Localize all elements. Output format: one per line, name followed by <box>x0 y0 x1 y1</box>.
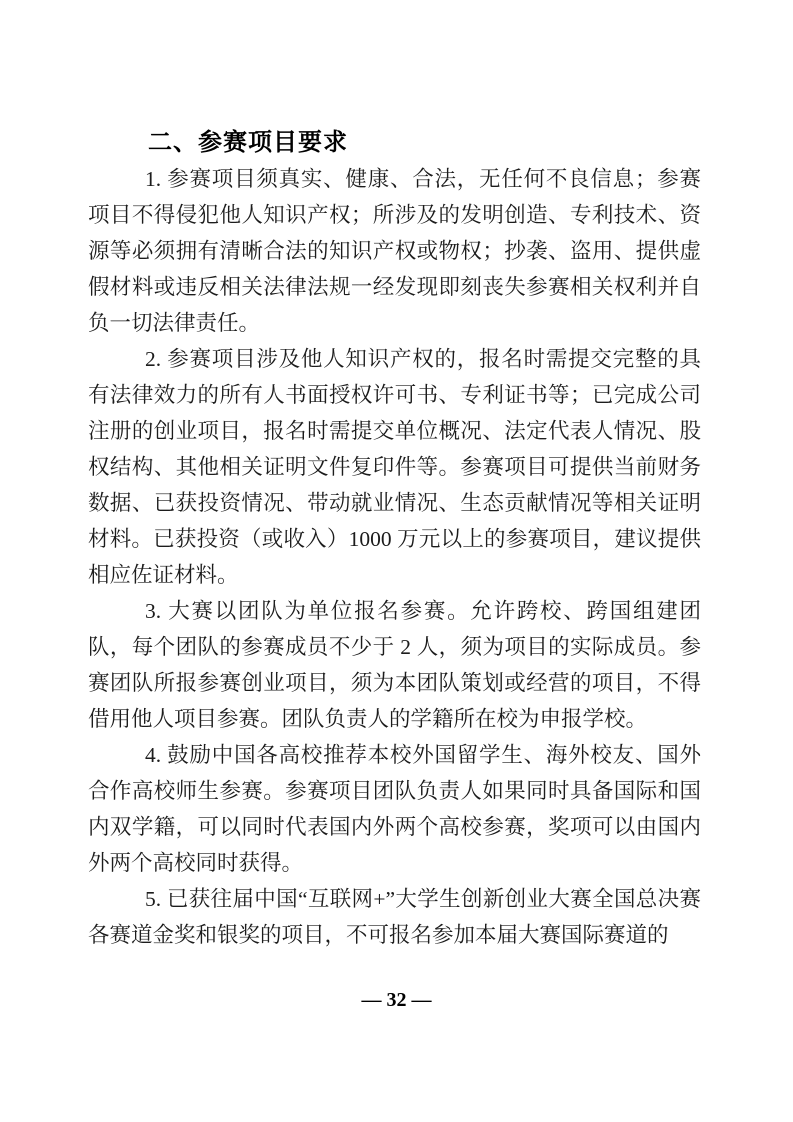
paragraph-1: 1. 参赛项目须真实、健康、合法，无任何不良信息；参赛项目不得侵犯他人知识产权；所涉及的发明创造、专利技术、资源等必须拥有清晰合法的知识产权或物权；抄袭、盗用、提供虚假材料或违反相关法律法规一经发现即刻丧失参赛相关权利并自负一切法律责任。 <box>88 167 701 335</box>
document-body <box>88 161 701 953</box>
paragraph-2: 2. 参赛项目涉及他人知识产权的，报名时需提交完整的具有法律效力的所有人书面授权许可书、专利证书等；已完成公司注册的创业项目，报名时需提交单位概况、法定代表人情况、股权结构、其他相关证明文件复印件等。参赛项目可提供当前财务数据、已获投资情况、带动就业情况、生态贡献情况等相关证明材料。已获投资（或收入）1000 万元以上的参赛项目，建议提供相应佐证材料。 <box>88 347 701 587</box>
page-number: — 32 — <box>361 989 432 1011</box>
paragraph-3: 3. 大赛以团队为单位报名参赛。允许跨校、跨国组建团队，每个团队的参赛成员不少于 2 人，须为项目的实际成员。参赛团队所报参赛创业项目，须为本团队策划或经营的项目，不得借用他人项目参赛。团队负责人的学籍所在校为申报学校。 <box>88 599 701 731</box>
paragraph-4: 4. 鼓励中国各高校推荐本校外国留学生、海外校友、国外合作高校师生参赛。参赛项目团队负责人如果同时具备国际和国内双学籍，可以同时代表国内外两个高校参赛，奖项可以由国内外两个高校同时获得。 <box>88 743 701 875</box>
paragraph-5: 5. 已获往届中国“互联网+”大学生创新创业大赛全国总决赛各赛道金奖和银奖的项目，不可报名参加本届大赛国际赛道的 <box>88 887 701 947</box>
section-heading: 二、参赛项目要求 <box>148 129 348 156</box>
